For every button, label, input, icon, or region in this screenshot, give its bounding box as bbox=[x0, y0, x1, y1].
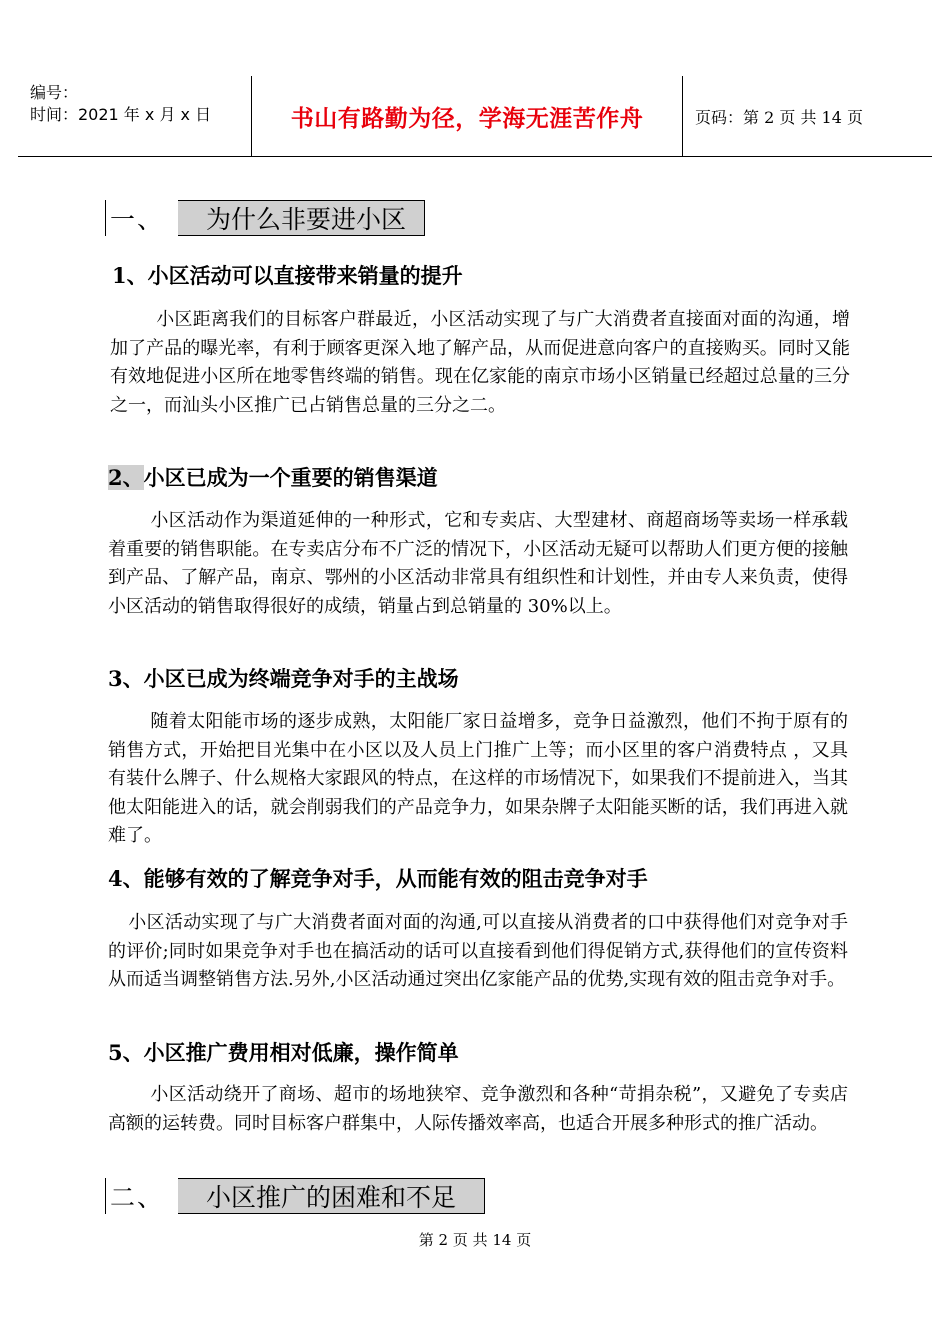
section-number: 二、 bbox=[106, 1178, 178, 1214]
subheading-2-text: 小区已成为一个重要的销售渠道 bbox=[143, 465, 438, 490]
paragraph-5 bbox=[108, 1081, 848, 1138]
section-heading-2 bbox=[105, 1178, 485, 1214]
paragraph-3 bbox=[108, 708, 848, 851]
number-label: 编号： bbox=[30, 83, 79, 102]
page-info: 页码：第 2 页 共 14 页 bbox=[695, 108, 863, 127]
subheading-5: 5、小区推广费用相对低廉，操作简单 bbox=[108, 1040, 459, 1065]
paragraph-2 bbox=[108, 507, 848, 621]
page-footer: 第 2 页 共 14 页 bbox=[418, 1231, 532, 1249]
section-title: 为什么非要进小区 bbox=[178, 201, 424, 235]
header-page-cell bbox=[683, 76, 932, 156]
subheading-4: 4、能够有效的了解竞争对手，从而能有效的阻击竞争对手 bbox=[108, 866, 648, 891]
paragraph-4-text: 小区活动实现了与广大消费者面对面的沟通,可以直接从消费者的口中获得他们对竞争对手的评价;同时如果竞争对手也在搞活动的话可以直接看到他们得促销方式,获得他们的宣传资料从而适当调整销售方法.另外,小区活动通过突出亿家能产品的优势,实现有效的阻击竞争对手。 bbox=[108, 912, 848, 991]
section-number: 一、 bbox=[106, 200, 178, 236]
paragraph-5-text: 小区活动绕开了商场、超市的场地狭窄、竞争激烈和各种“苛捐杂税”，又避免了专卖店高额的运转费。同时目标客户群集中，人际传播效率高，也适合开展多种形式的推广活动。 bbox=[108, 1084, 848, 1134]
section-heading-1 bbox=[105, 200, 425, 236]
paragraph-4 bbox=[108, 909, 848, 995]
page-header bbox=[18, 76, 932, 157]
subheading-1: 1、小区活动可以直接带来销量的提升 bbox=[112, 263, 463, 288]
motto: 书山有路勤为径，学海无涯苦作舟 bbox=[290, 105, 644, 132]
time-label: 时间：2021 年 x 月 x 日 bbox=[30, 105, 212, 124]
header-motto-cell bbox=[252, 76, 683, 156]
paragraph-3-text: 随着太阳能市场的逐步成熟，太阳能厂家日益增多，竞争日益激烈，他们不拘于原有的销售方式，开始把目光集中在小区以及人员上门推广上等；而小区里的客户消费特点 ，又具有装什么牌子、什么规格大家跟风的特点，在这样的市场情况下，如果我们不提前进入，当其他太阳能进入的话，就会削弱我们的产品竞争力，如果杂牌子太阳能买断的话，我们再进入就难了。 bbox=[108, 711, 848, 847]
subheading-2 bbox=[108, 463, 438, 493]
section-title: 小区推广的困难和不足 bbox=[178, 1179, 484, 1213]
header-meta-cell bbox=[18, 76, 252, 156]
paragraph-2-text: 小区活动作为渠道延伸的一种形式，它和专卖店、大型建材、商超商场等卖场一样承载着重要的销售职能。在专卖店分布不广泛的情况下，小区活动无疑可以帮助人们更方便的接触到产品、了解产品，南京、鄂州的小区活动非常具有组织性和计划性，并由专人来负责，使得小区活动的销售取得很好的成绩，销量占到总销量的 30%以上。 bbox=[108, 510, 848, 617]
paragraph-1-text: 小区距离我们的目标客户群最近，小区活动实现了与广大消费者直接面对面的沟通，增加了产品的曝光率，有利于顾客更深入地了解产品，从而促进意向客户的直接购买。同时又能有效地促进小区所在地零售终端的销售。现在亿家能的南京市场小区销量已经超过总量的三分之一，而汕头小区推广已占销售总量的三分之二。 bbox=[110, 309, 850, 416]
subheading-3: 3、小区已成为终端竞争对手的主战场 bbox=[108, 666, 459, 691]
subheading-2-number: 2、 bbox=[108, 465, 144, 490]
paragraph-1 bbox=[110, 306, 850, 420]
